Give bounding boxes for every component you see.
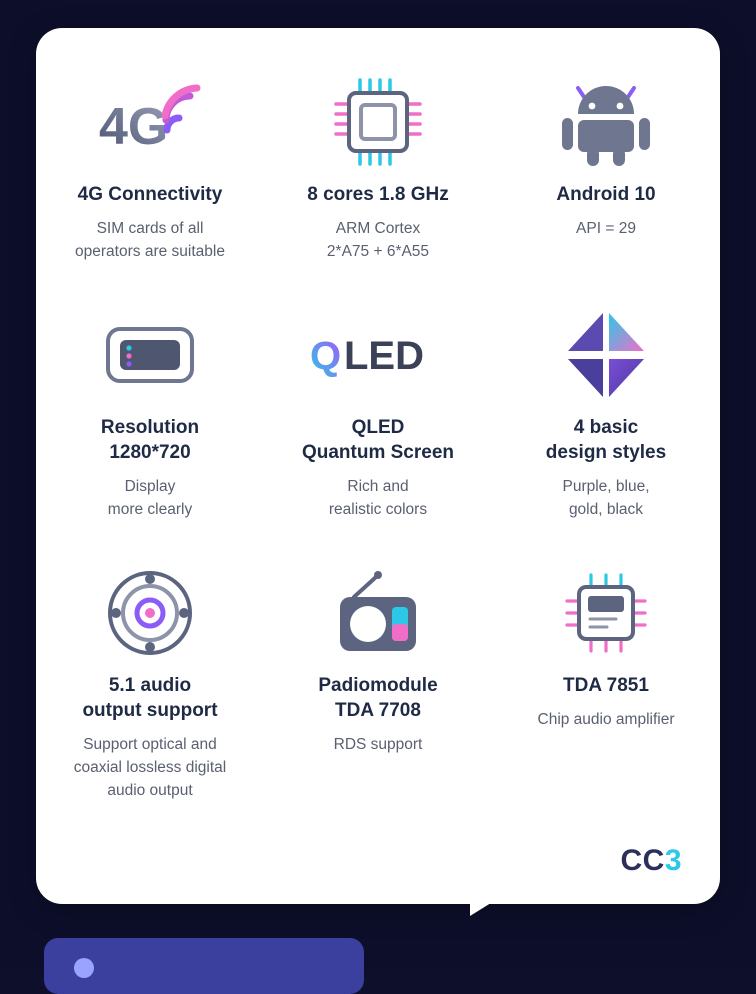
title-line: TDA 7708 <box>335 700 421 721</box>
cpu-chip-icon <box>274 68 482 176</box>
title-line: Padiomodule <box>318 675 438 696</box>
feature-item-audio-output <box>36 555 264 802</box>
desc-line: more clearly <box>107 501 193 518</box>
amplifier-chip-icon <box>502 559 710 667</box>
android-robot-icon <box>502 68 710 176</box>
bottom-panel-dot <box>74 958 94 978</box>
feature-desc <box>274 733 482 756</box>
feature-desc <box>502 475 710 521</box>
design-styles-icon <box>502 301 710 409</box>
feature-desc <box>274 475 482 521</box>
desc-line: realistic colors <box>328 501 428 518</box>
feature-item-android <box>492 64 720 263</box>
title-line: output support <box>82 700 218 721</box>
feature-title: 8 cores 1.8 GHz <box>307 184 449 205</box>
speaker-audio-icon <box>46 559 254 667</box>
title-line: 1280*720 <box>109 442 191 463</box>
qled-led-text: LED <box>344 334 424 378</box>
desc-line: SIM cards of all <box>96 220 204 237</box>
feature-grid <box>36 28 720 836</box>
title-line: QLED <box>351 417 405 438</box>
radio-module-icon <box>274 559 482 667</box>
svg-text:4G: 4G <box>99 98 169 156</box>
feature-desc <box>46 475 254 521</box>
desc-line: audio output <box>107 782 193 799</box>
title-line: 5.1 audio <box>108 675 192 696</box>
feature-title: 4G Connectivity <box>77 184 223 205</box>
desc-line: coaxial lossless digital <box>73 759 227 776</box>
desc-line: RDS support <box>333 736 423 753</box>
feature-title <box>46 415 254 465</box>
feature-title <box>46 673 254 723</box>
title-line: design styles <box>545 442 667 463</box>
feature-title: Android 10 <box>556 184 656 205</box>
desc-line: operators are suitable <box>75 243 225 260</box>
qled-q-text: Q <box>310 334 342 378</box>
title-line: Quantum Screen <box>301 442 455 463</box>
feature-title <box>502 415 710 465</box>
title-line: TDA 7851 <box>563 675 649 696</box>
feature-item-cpu <box>264 64 492 263</box>
desc-line: Display <box>124 478 176 495</box>
brand-logo <box>620 844 682 878</box>
brand-logo-3: 3 <box>664 844 682 877</box>
feature-item-radio-module <box>264 555 492 802</box>
brand-logo-cc: CC <box>620 844 665 877</box>
4g-signal-icon <box>46 68 254 176</box>
desc-line: API = 29 <box>576 220 636 237</box>
feature-desc <box>46 733 254 802</box>
feature-title <box>274 415 482 465</box>
feature-card <box>36 28 720 904</box>
title-line: 4 basic <box>573 417 639 438</box>
feature-item-4g <box>36 64 264 263</box>
feature-title <box>274 673 482 723</box>
screen-resolution-icon <box>46 301 254 409</box>
desc-line: ARM Cortex <box>335 220 421 237</box>
feature-item-resolution <box>36 297 264 521</box>
feature-item-qled <box>264 297 492 521</box>
desc-line: Support optical and <box>83 736 217 753</box>
desc-line: 2*A75 + 6*A55 <box>326 243 430 260</box>
feature-desc <box>274 217 482 263</box>
feature-title <box>502 673 710 698</box>
feature-desc <box>46 217 254 263</box>
feature-item-design-styles <box>492 297 720 521</box>
feature-item-amplifier <box>492 555 720 802</box>
desc-line: Chip audio amplifier <box>537 711 675 728</box>
desc-line: Purple, blue, <box>562 478 650 495</box>
feature-desc <box>502 217 710 240</box>
feature-desc <box>502 708 710 731</box>
qled-logo-icon <box>274 301 482 409</box>
title-line: Resolution <box>100 417 200 438</box>
desc-line: Rich and <box>347 478 409 495</box>
desc-line: gold, black <box>568 501 644 518</box>
